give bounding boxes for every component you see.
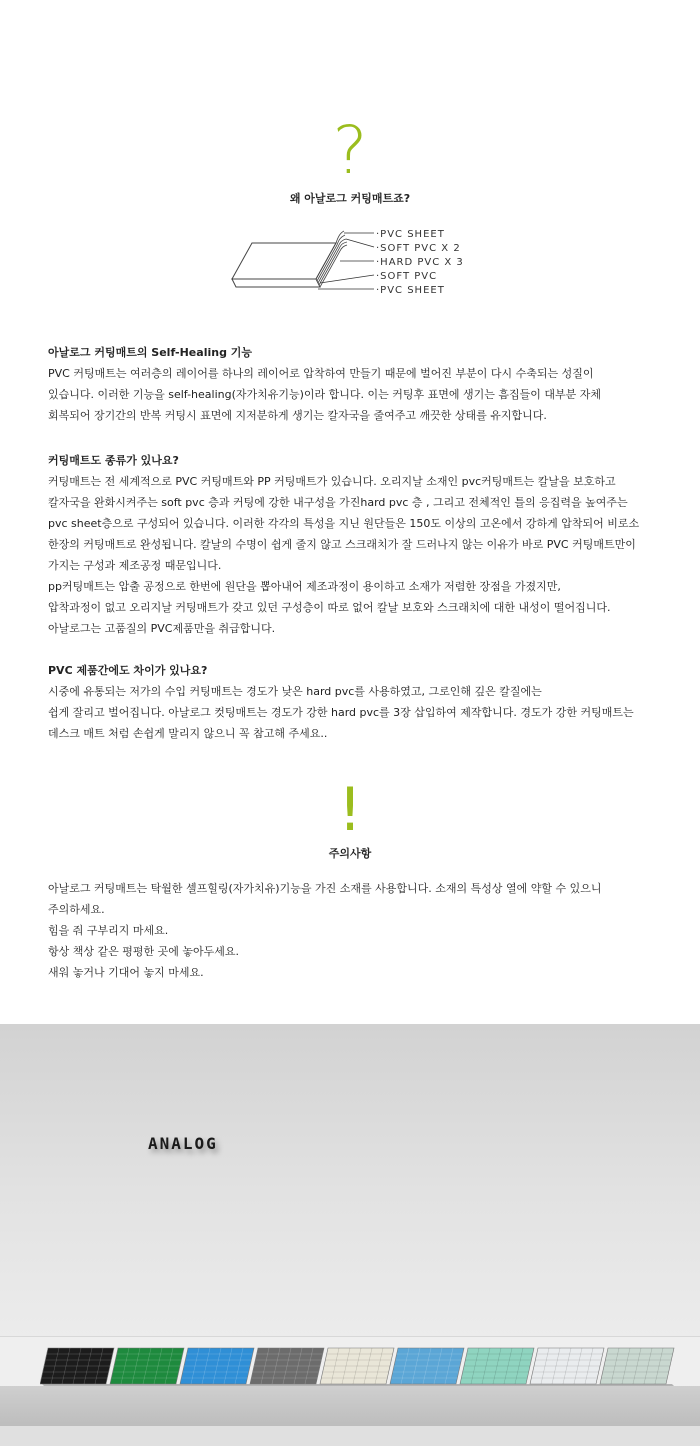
cutting-mat <box>250 1348 324 1386</box>
self-healing-section <box>48 342 668 426</box>
paragraph-line: 가지는 구성과 제조공정 때문입니다. <box>48 559 222 572</box>
analog-logo: ANALOG <box>148 1134 218 1153</box>
question-mark-icon: ? <box>332 112 368 189</box>
mat-types-section <box>48 450 668 639</box>
shelf-bottom <box>0 1426 700 1446</box>
cutting-mat <box>40 1348 114 1386</box>
caution-line: 아날로그 커팅매트는 탁월한 셀프힐링(자가치유)기능을 가진 소재를 사용합니다. 소재의 특성상 열에 약할 수 있으니 <box>48 882 602 895</box>
paragraph-line: 한장의 커팅매트로 완성됩니다. 칼날의 수명이 쉽게 줄지 않고 스크래치가 잘 드러나지 않는 이유가 바로 PVC 커팅매트만이 <box>48 538 636 551</box>
shelf-front <box>0 1386 700 1426</box>
paragraph-line: 커팅매트는 전 세계적으로 PVC 커팅매트와 PP 커팅매트가 있습니다. 오리지날 소재인 pvc커팅매트는 칼날을 보호하고 <box>48 475 616 488</box>
paragraph-line: pvc sheet층으로 구성되어 있습니다. 이러한 각각의 특성을 지닌 원단들은 150도 이상의 고온에서 강하게 압착되어 비로소 <box>48 517 640 530</box>
cutting-mat <box>110 1348 184 1386</box>
layer-diagram <box>226 225 486 305</box>
caution-section <box>48 878 668 983</box>
layer-label: ·PVC SHEET <box>376 229 445 240</box>
paragraph-line: 있습니다. 이러한 기능을 self-healing(자가치유기능)이라 합니다. 이는 커팅후 표면에 생기는 흠집들이 대부분 자체 <box>48 388 602 401</box>
caution-line: 항상 책상 같은 평평한 곳에 놓아두세요. <box>48 945 239 958</box>
layer-label: ·SOFT PVC X 2 <box>376 243 461 254</box>
pvc-difference-section <box>48 660 668 744</box>
layer-stack-illustration <box>232 231 374 289</box>
paragraph-line: PVC 커팅매트는 여러층의 레이어를 하나의 레이어로 압착하여 만들기 때문에 벌어진 부분이 다시 수축되는 성질이 <box>48 367 594 380</box>
cutting-mat <box>320 1348 394 1386</box>
section-heading: 커팅매트도 종류가 있나요? <box>48 454 179 467</box>
cutting-mats-row <box>40 1346 680 1386</box>
cutting-mat <box>530 1348 604 1386</box>
cutting-mat <box>180 1348 254 1386</box>
layer-label: ·SOFT PVC <box>376 271 438 282</box>
paragraph-line: 칼자국을 완화시켜주는 soft pvc 층과 커팅에 강한 내구성을 가진hard pvc 층 , 그리고 전체적인 틀의 응집력을 높여주는 <box>48 496 628 509</box>
paragraph-line: 압착과정이 없고 오리지날 커팅매트가 갖고 있던 구성층이 따로 없어 칼날 보호와 스크래치에 대한 내성이 떨어집니다. <box>48 601 611 614</box>
caution-title: 주의사항 <box>328 847 372 860</box>
cutting-mat <box>460 1348 534 1386</box>
cutting-mat <box>600 1348 674 1386</box>
paragraph-line: 시중에 유통되는 저가의 수입 커팅매트는 경도가 낮은 hard pvc를 사용하였고, 그로인해 깊은 칼질에는 <box>48 685 542 698</box>
paragraph-line: 회복되어 장기간의 반복 커팅시 표면에 지저분하게 생기는 칼자국을 줄여주고 깨끗한 상태를 유지합니다. <box>48 409 547 422</box>
paragraph-line: pp커팅매트는 압출 공정으로 한번에 원단을 뽑아내어 제조과정이 용이하고 소재가 저렴한 장점을 가졌지만, <box>48 580 561 593</box>
caution-line: 주의하세요. <box>48 903 105 916</box>
exclamation-icon: ! <box>337 775 363 845</box>
section-heading: 아날로그 커팅매트의 Self-Healing 기능 <box>48 346 253 359</box>
paragraph-line: 아날로그는 고품질의 PVC제품만을 취급합니다. <box>48 622 276 635</box>
caution-line: 힘을 줘 구부리지 마세요. <box>48 924 169 937</box>
section-heading: PVC 제품간에도 차이가 있나요? <box>48 664 208 677</box>
caution-line: 새워 놓거나 기대어 놓지 마세요. <box>48 966 204 979</box>
layer-label: ·HARD PVC X 3 <box>376 257 464 268</box>
paragraph-line: 쉽게 잘리고 벌어집니다. 아날로그 컷팅매트는 경도가 강한 hard pvc를 3장 삽입하여 제작합니다. 경도가 강한 커팅매트는 <box>48 706 634 719</box>
why-title: 왜 아날로그 커팅매트죠? <box>289 192 411 205</box>
cutting-mat <box>390 1348 464 1386</box>
paragraph-line: 데스크 매트 처럼 손쉽게 말리지 않으니 꼭 참고해 주세요.. <box>48 727 328 740</box>
layer-label: ·PVC SHEET <box>376 285 445 296</box>
